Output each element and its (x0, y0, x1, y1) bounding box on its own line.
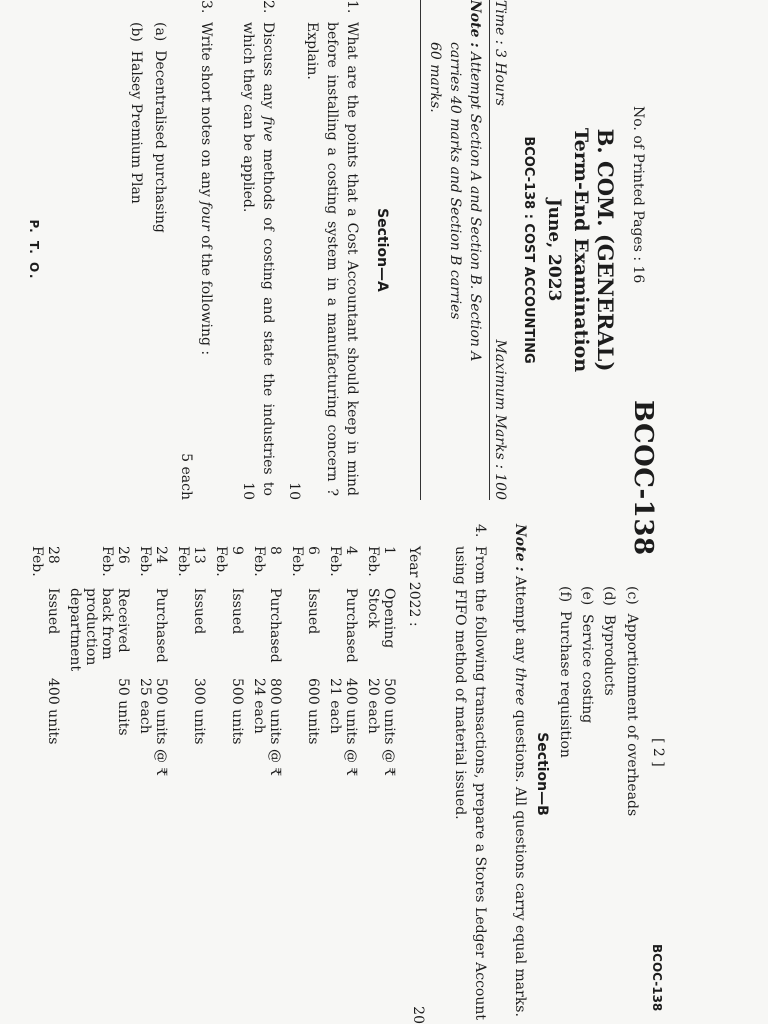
transaction-description: Purchased (343, 588, 359, 663)
text-part: of the following : (198, 230, 214, 356)
degree-title: B. COM. (GENERAL) (593, 128, 618, 372)
transaction-quantity: 500 units (229, 678, 245, 745)
transaction-date: 9 Feb. (213, 546, 245, 577)
note-text: questions. All questions carry equal marks. (512, 705, 528, 1017)
transaction-quantity: 300 units (191, 678, 207, 745)
option-text: Byproducts (601, 614, 617, 696)
transaction-description: Opening Stock (365, 588, 397, 649)
option-label: (a) (152, 22, 168, 42)
question-text: From the following transactions, prepare a Stores Ledger Account using FIFO method of material issued. (452, 546, 488, 1020)
transaction-date: 4 Feb. (327, 546, 359, 577)
exam-session: June, 2023 (544, 198, 564, 302)
option-text: Halsey Premium Plan (128, 50, 144, 204)
question-4-marks: 20 (410, 1006, 426, 1024)
question-number: 1. (344, 0, 360, 14)
course-title: BCOC-138 : COST ACCOUNTING (521, 136, 536, 364)
transaction-row (169, 546, 207, 788)
max-marks: Maximum Marks : 100 (492, 339, 508, 500)
question-text (238, 22, 278, 496)
note-label: Note : (467, 0, 483, 48)
divider (489, 0, 490, 500)
section-b-title: Section—B (534, 732, 550, 816)
option-text: Service costing (579, 614, 595, 724)
option-label: (d) (601, 586, 617, 606)
question-number: 4. (472, 524, 488, 538)
transaction-row (131, 546, 169, 788)
option-a (152, 22, 168, 233)
transaction-description: Purchased (267, 588, 283, 663)
pto-marker: P. T. O. (27, 219, 41, 281)
option-text: Apportionment of overheads (624, 613, 640, 817)
divider (420, 0, 421, 500)
note-label: Note : (512, 524, 528, 572)
printed-pages: No. of Printed Pages : 16 (630, 106, 646, 284)
text-part: methods of costing and state the industries to which they can be applied. (240, 22, 276, 496)
transactions-table (23, 546, 397, 788)
option-label: (f) (557, 586, 573, 603)
note (465, 0, 485, 362)
page-two (0, 524, 768, 1024)
option-label: (b) (128, 22, 144, 42)
transaction-row (283, 546, 321, 788)
transaction-quantity: 600 units (305, 678, 321, 745)
question-1-marks: 10 (286, 482, 302, 500)
question-2-marks: 10 (240, 482, 256, 500)
transaction-quantity: 500 units @ ₹ 20 each (365, 678, 397, 777)
option-f (557, 586, 573, 758)
transaction-description: Purchased (153, 588, 169, 663)
question-1 (298, 0, 362, 500)
question-3 (172, 0, 216, 500)
section-b-note (510, 524, 530, 1017)
option-b (128, 22, 144, 204)
transaction-description: Received back from production department (67, 588, 131, 672)
option-text: Decentralised purchasing (152, 50, 168, 233)
section-a-title: Section—A (374, 208, 390, 292)
transaction-description: Issued (45, 588, 61, 635)
transaction-description: Issued (191, 588, 207, 635)
text-part: Write short notes on any (198, 22, 214, 202)
transaction-row (359, 546, 397, 788)
transaction-quantity: 400 units (45, 678, 61, 745)
paper-code: BCOC-138 (650, 944, 664, 1012)
text-emphasis: four (198, 201, 214, 231)
year-label: Year 2022 : (406, 546, 422, 627)
question-2 (214, 0, 278, 500)
transaction-date: 26 Feb. (99, 546, 131, 577)
transaction-date: 1 Feb. (365, 546, 397, 577)
question-number: 3. (198, 0, 214, 14)
note-text: Attempt any (512, 576, 528, 668)
text-emphasis: five (260, 116, 276, 142)
transaction-quantity: 800 units @ ₹ 24 each (251, 678, 283, 777)
transaction-quantity: 500 units @ ₹ 25 each (137, 678, 169, 777)
transaction-date: 28 Feb. (29, 546, 61, 577)
note-line-1: Attempt Section A and Section B. Section A (467, 52, 483, 362)
option-text: Purchase requisition (557, 611, 573, 758)
option-c (624, 586, 640, 816)
text-part: Discuss any (260, 22, 276, 117)
transactions-body (23, 546, 397, 788)
question-text: What are the points that a Cost Accountant should keep in mind before installing a costing system in a manufacturing concern ? Explain. (304, 22, 360, 496)
note-line-2: carries 40 marks and Section B carries (447, 42, 463, 320)
transaction-row (245, 546, 283, 788)
note-line-3: 60 marks. (427, 42, 443, 113)
transaction-row (321, 546, 359, 788)
transaction-description: Issued (305, 588, 321, 635)
question-text (196, 22, 216, 496)
transaction-row (207, 546, 245, 788)
paper-code: BCOC-138 (628, 400, 658, 556)
transaction-quantity: 50 units (115, 678, 131, 736)
option-label: (e) (579, 586, 595, 606)
page-number: [ 2 ] (650, 738, 666, 767)
transaction-row (61, 546, 131, 788)
option-d (601, 586, 617, 696)
transaction-quantity: 400 units @ ₹ 21 each (327, 678, 359, 777)
transaction-description: Issued (229, 588, 245, 635)
note-emphasis: three (512, 667, 528, 706)
option-label: (c) (624, 586, 640, 605)
question-4 (426, 524, 490, 1024)
transaction-date: 13 Feb. (175, 546, 207, 577)
time-allowed: Time : 3 Hours (492, 0, 508, 106)
option-e (579, 586, 595, 723)
transaction-date: 24 Feb. (137, 546, 169, 577)
question-number: 2. (260, 0, 276, 14)
transaction-row (23, 546, 61, 788)
transaction-date: 8 Feb. (251, 546, 283, 577)
question-3-marks: 5 each (178, 453, 194, 500)
transaction-date: 6 Feb. (289, 546, 321, 577)
exam-title: Term-End Examination (570, 127, 592, 373)
